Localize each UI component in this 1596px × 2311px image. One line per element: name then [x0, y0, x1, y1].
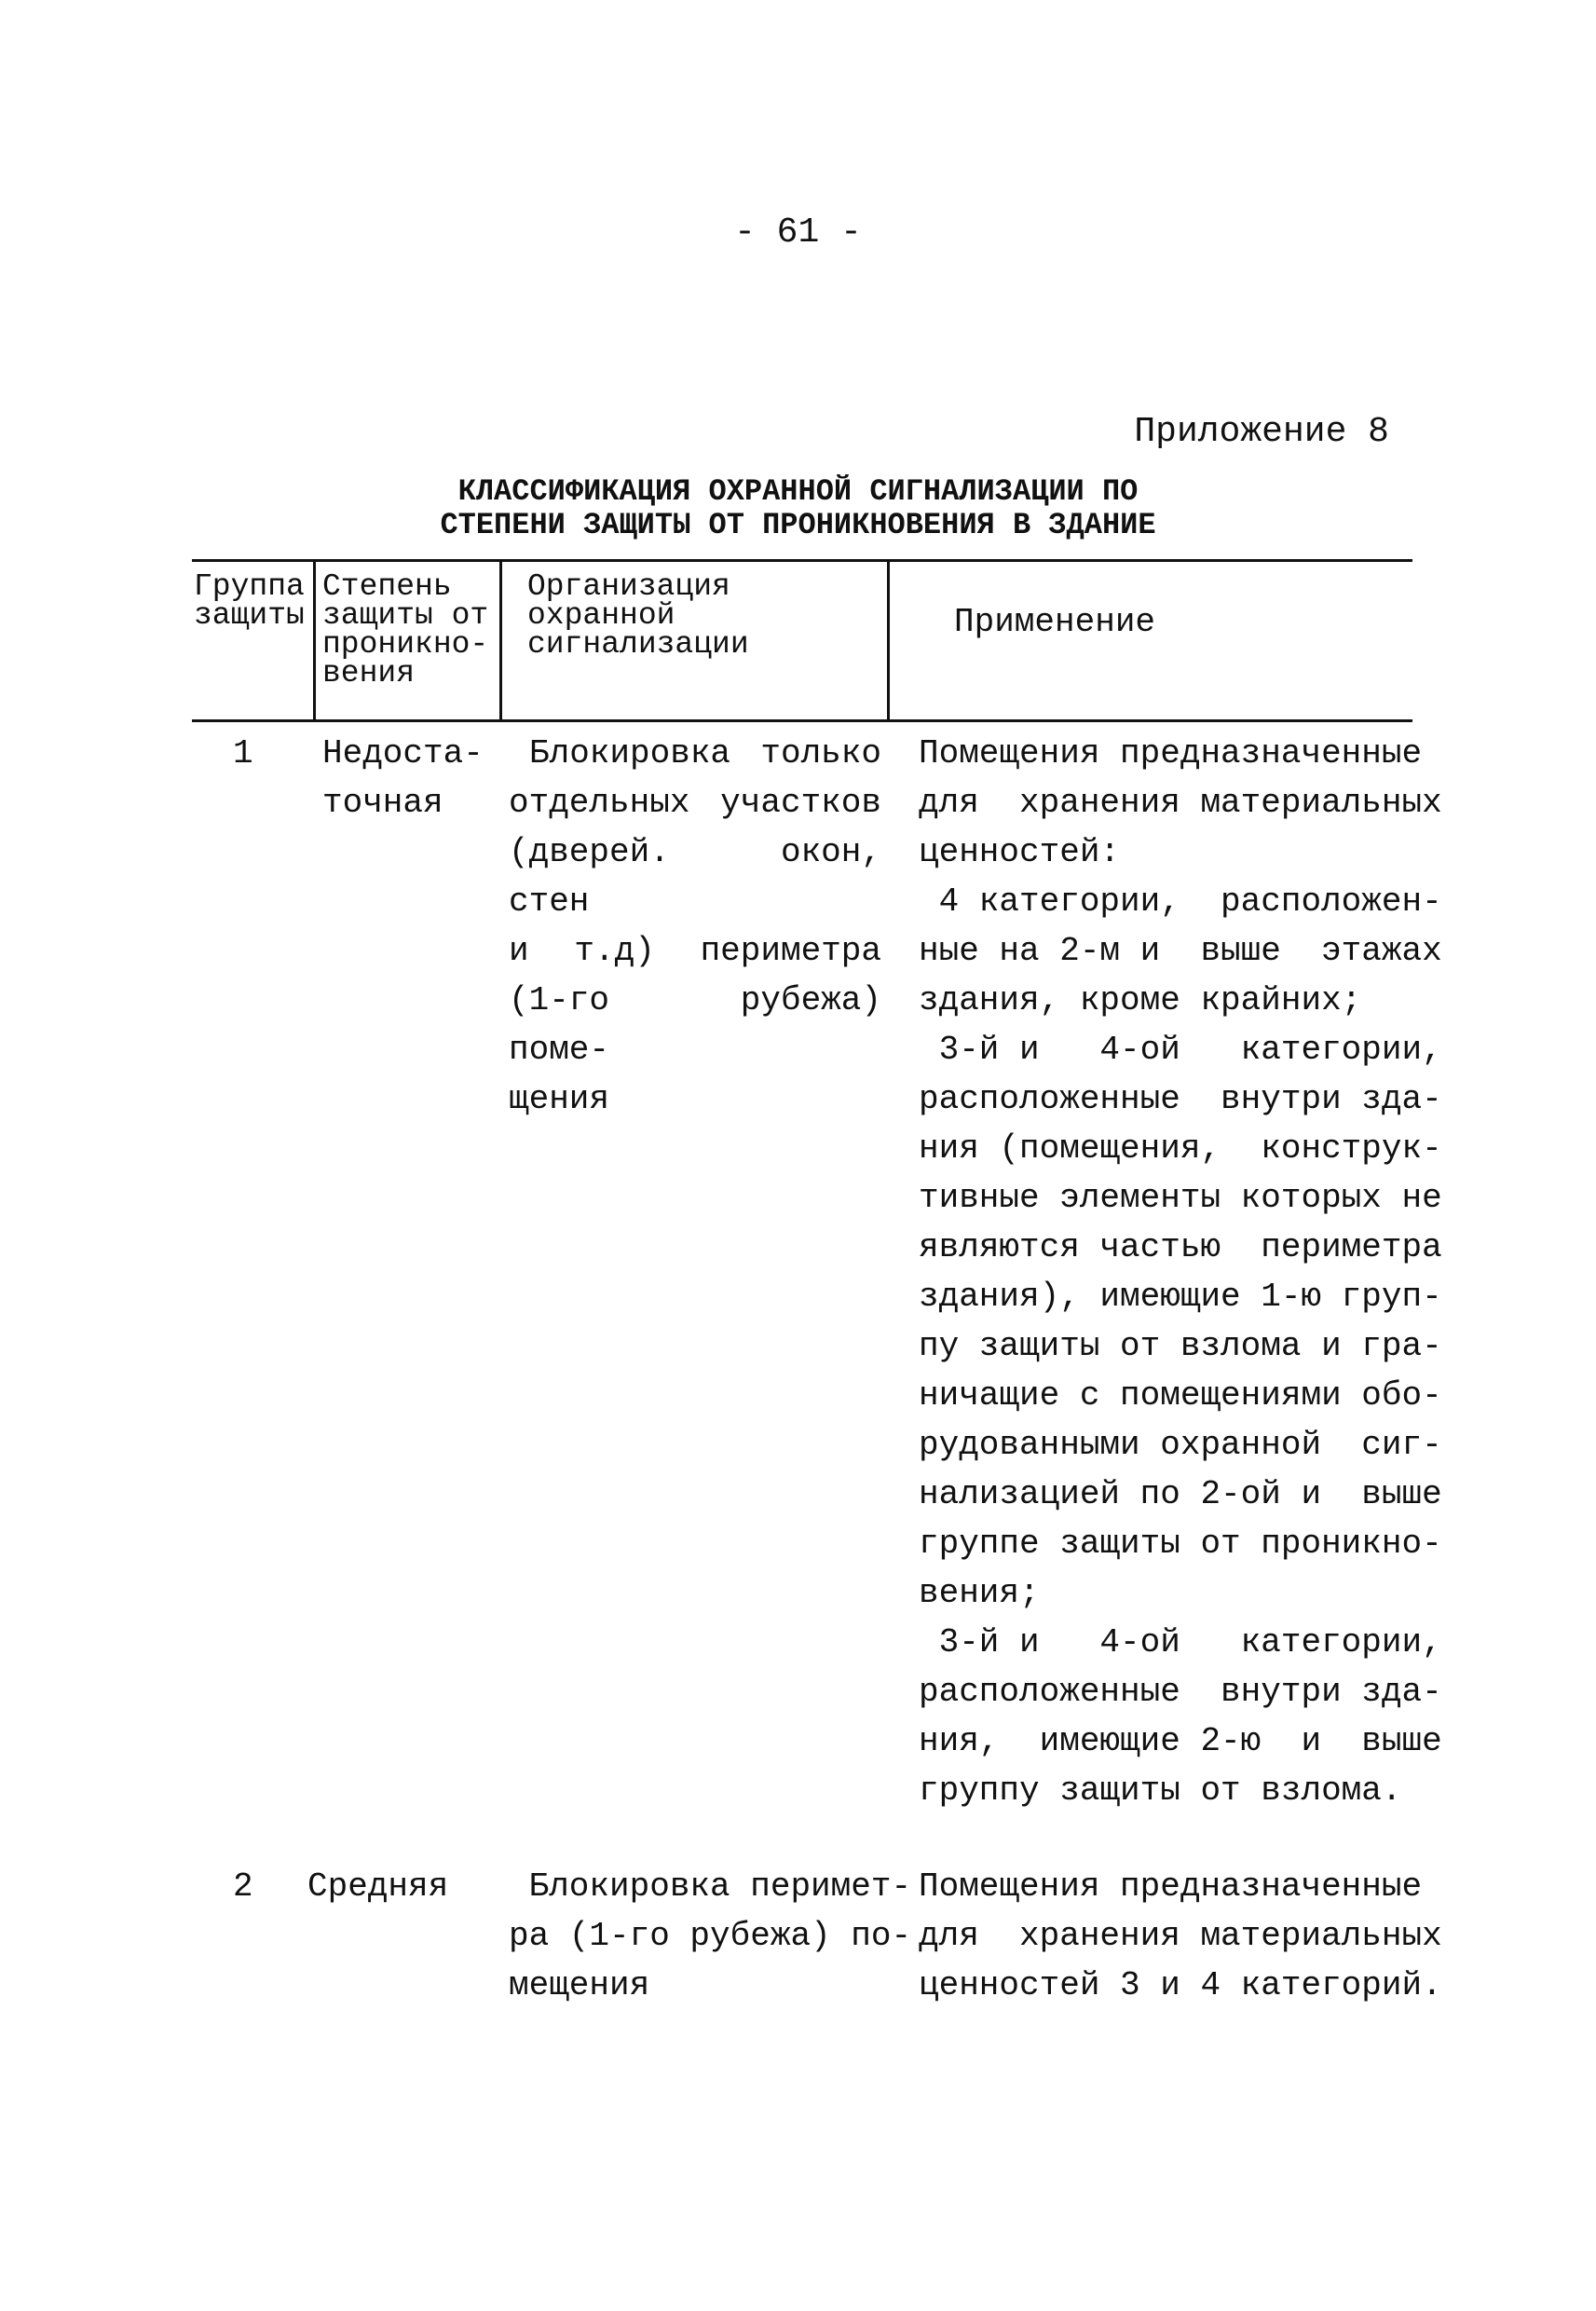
title-line-1: КЛАССИФИКАЦИЯ ОХРАННОЙ СИГНАЛИЗАЦИИ ПО — [457, 474, 1139, 509]
document-title — [0, 475, 1596, 542]
row1-degree: Недоста- точная — [322, 734, 484, 822]
row2-organization: Блокировка перимет- ра (1-го рубежа) по- мещения — [509, 1867, 912, 2004]
row1-group: 1 — [233, 734, 253, 773]
header-divider-1 — [313, 559, 316, 722]
table-header-bottom-rule — [192, 719, 1412, 722]
title-line-2: СТЕПЕНИ ЗАЩИТЫ ОТ ПРОНИКНОВЕНИЯ В ЗДАНИЕ — [440, 508, 1156, 542]
header-application: Применение — [954, 603, 1156, 641]
header-group: Группа защиты — [194, 569, 305, 633]
header-divider-3 — [887, 559, 890, 722]
row2-group: 2 — [233, 1867, 253, 1906]
row1-organization: Блокировка только отдельных участков (дверей. окон, стен и т.д) периметра (1-го рубежа) поме- щения — [509, 734, 881, 1118]
page-number: - 61 - — [734, 212, 862, 253]
row2-degree: Средняя — [307, 1867, 449, 1906]
row1-application: Помещения предназначенные для хранения материальных ценностей: 4 категории, расположен- ные на 2-м и выше этажах здания, кроме крайних; 3-й и 4-ой категории, расположенные внутри зда- ния (помещения, конструк- тивные элементы которых не являются частью периметра здания), имеющие 1-ю груп- пу защиты от взлома и гра- ничащие с помещениями обо- рудованными охранной сиг- нализацией по 2-ой и выше группе защиты от проникно- вения; 3-й и 4-ой категории, расположенные внутри зда- ния, имеющие 2-ю и выше группу защиты от взлома. — [919, 734, 1442, 1810]
row2-application: Помещения предназначенные для хранения материальных ценностей 3 и 4 категорий. — [919, 1867, 1442, 2004]
header-divider-2 — [499, 559, 502, 722]
table-top-rule — [192, 559, 1412, 562]
appendix-label: Приложение 8 — [1134, 412, 1389, 452]
header-organization: Организация охранной сигнализации — [527, 569, 749, 662]
header-degree: Степень защиты от проникно- вения — [322, 569, 489, 691]
